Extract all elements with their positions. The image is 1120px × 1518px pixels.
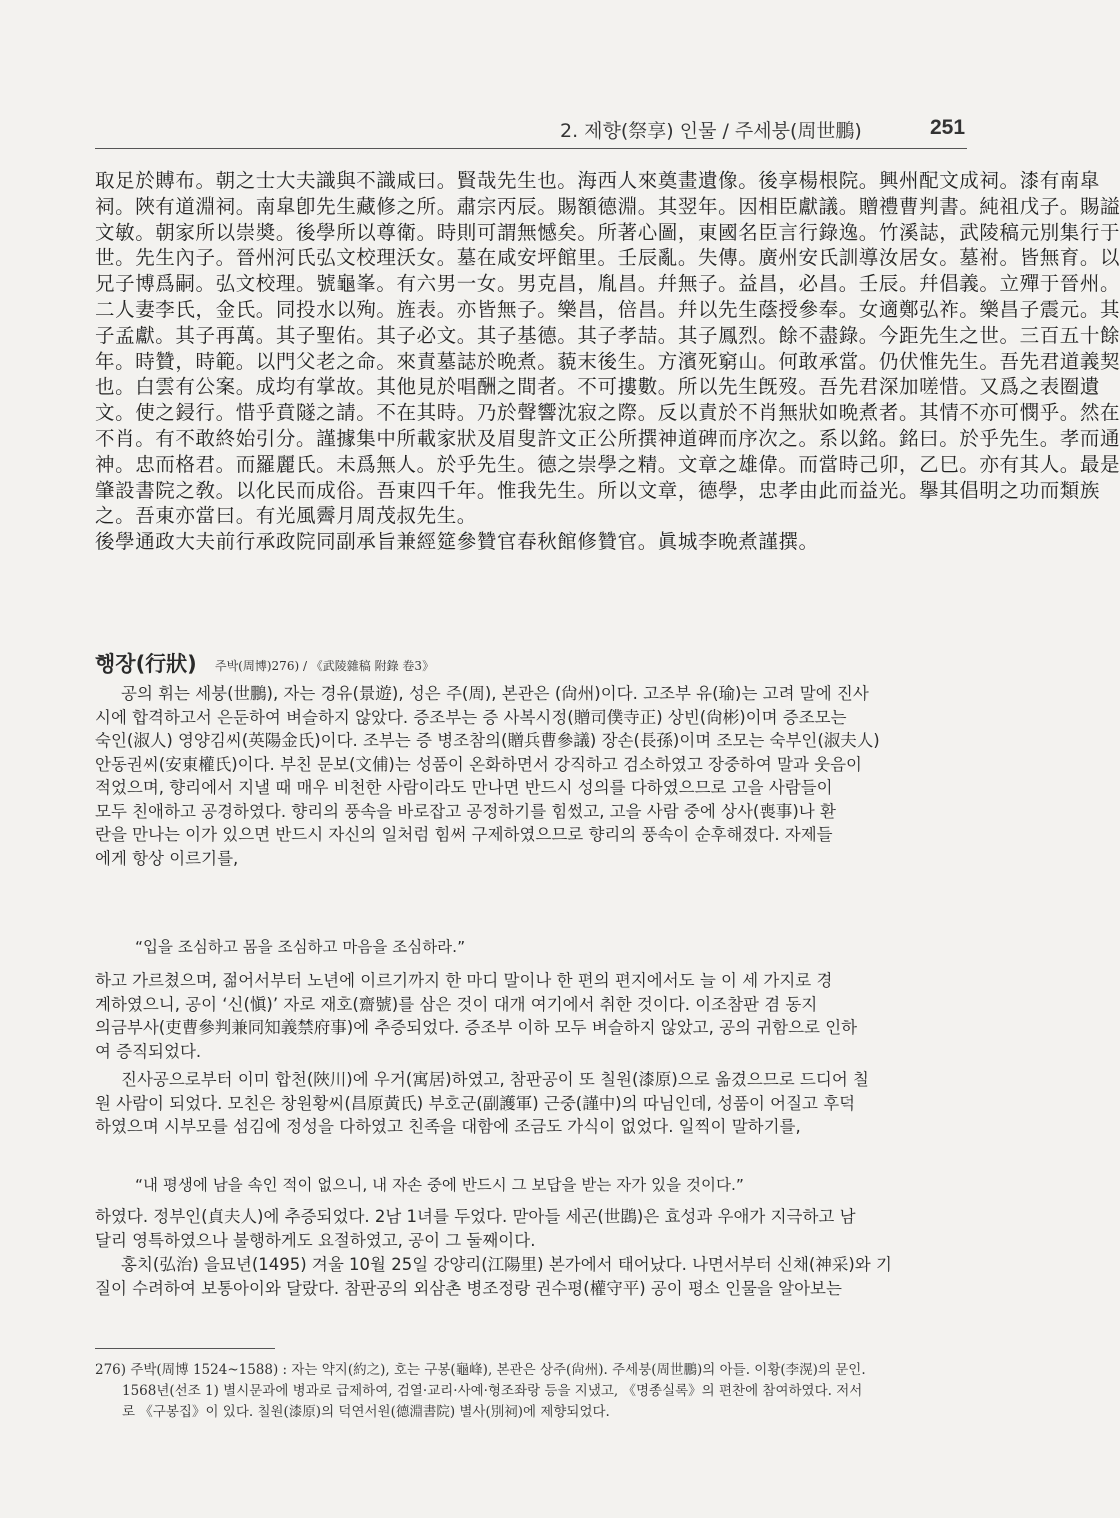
classical-line: 肇設書院之敎。以化民而成俗。吾東四千年。惟我先生。所以文章，德學，忠孝由此而益光。擧其倡明之功而類族 — [95, 478, 1101, 502]
footnote — [95, 1360, 965, 1423]
block-quote: “내 평생에 남을 속인 적이 없으니, 내 자손 중에 반드시 그 보답을 받는 자가 있을 것이다.” — [135, 1176, 744, 1194]
footnote-line: 로 《구봉집》이 있다. 칠원(漆原)의 덕연서원(德淵書院) 별사(別祠)에 제향되었다. — [122, 1404, 610, 1420]
classical-chinese-text — [95, 168, 1120, 555]
text-line: 하고 가르쳤으며, 젊어서부터 노년에 이르기까지 한 마디 말이나 한 편의 편지에서도 늘 이 세 가지로 경 — [95, 971, 833, 990]
text-line: 안동권씨(安東權氏)이다. 부친 문보(文俌)는 성품이 온화하면서 강직하고 검소하였고 장중하여 말과 웃음이 — [95, 754, 862, 774]
text-line: 모두 친애하고 공경하였다. 향리의 풍속을 바로잡고 공정하기를 힘썼고, 고을 사람 중에 상사(喪事)나 환 — [95, 801, 836, 821]
header-rule — [95, 148, 967, 149]
text-line: 계하였으니, 공이 ‘신(愼)’ 자로 재호(齋號)를 삼은 것이 대개 여기에서 취한 것이다. 이조참판 겸 동지 — [95, 994, 818, 1014]
text-line: 의금부사(吏曹參判兼同知義禁府事)에 추증되었다. 증조부 이하 모두 벼슬하지 않았고, 공의 귀함으로 인하 — [95, 1018, 858, 1037]
text-line: 적었으며, 향리에서 지낼 때 매우 비천한 사람이라도 만나면 반드시 성의를 다하였으므로 고을 사람들이 — [95, 778, 833, 797]
block-quote: “입을 조심하고 몸을 조심하고 마음을 조심하라.” — [135, 938, 466, 956]
paragraph — [95, 969, 963, 1063]
classical-line: 子孟獻。其子再萬。其子聖佑。其子必文。其子基德。其子孝喆。其子鳳烈。餘不盡錄。今距先生之世。三百五十餘 — [95, 323, 1120, 347]
text-line: 숙인(淑人) 영양김씨(英陽金氏)이다. 조부는 증 병조참의(贈兵曹參議) 장손(長孫)이며 조모는 숙부인(淑夫人) — [95, 731, 880, 750]
section-title: 행장(行狀) — [95, 652, 197, 676]
page-number: 251 — [930, 116, 966, 139]
text-line: 여 증직되었다. — [95, 1041, 202, 1061]
text-line: 홍치(弘治) 을묘년(1495) 겨울 10월 25일 강양리(江陽里) 본가에서 태어났다. 나면서부터 신채(神采)와 기 — [121, 1255, 892, 1274]
classical-line: 二人妻李氏，金氏。同投水以殉。旌表。亦皆無子。樂昌，倍昌。幷以先生蔭授參奉。女適鄭弘祚。樂昌子震元。其 — [95, 297, 1120, 321]
text-line: 시에 합격하고서 은둔하여 벼슬하지 않았다. 증조부는 증 사복시정(贈司僕寺正) 상빈(尙彬)이며 증조모는 — [95, 707, 847, 727]
text-line: 하였다. 정부인(貞夫人)에 추증되었다. 2남 1녀를 두었다. 맏아들 세곤(世鵾)은 효성과 우애가 지극하고 남 — [95, 1207, 856, 1226]
paragraph — [95, 1253, 963, 1300]
classical-line: 世。先生內子。晉州河氏弘文校理沃女。墓在咸安坪館里。壬辰亂。失傳。廣州安氏訓導汝居女。墓祔。皆無育。以 — [95, 246, 1120, 270]
text-line: 하였으며 시부모를 섬김에 정성을 다하였고 친족을 대함에 조금도 가식이 없었다. 일찍이 말하기를, — [95, 1117, 801, 1136]
classical-line: 神。忠而格君。而羅麗氏。未爲無人。於乎先生。德之崇學之精。文章之雄偉。而當時己卯，乙巳。亦有其人。最是 — [95, 452, 1120, 476]
classical-line: 文敏。朝家所以崇奬。後學所以尊衛。時則可謂無憾矣。所著心圖，東國名臣言行錄逸。竹溪誌，武陵稿元別集行于 — [95, 220, 1120, 244]
paragraph — [95, 682, 963, 870]
classical-line: 也。白雲有公案。成均有掌故。其他見於唱酬之間者。不可摟數。所以先生旣歿。吾先君深加嗟惜。又爲之表圈遺 — [95, 375, 1101, 399]
footnote-rule — [95, 1348, 275, 1349]
classical-line: 不肖。有不敢終始引分。謹據集中所載家狀及眉叟許文正公所撰神道碑而序次之。系以銘。銘曰。於乎先生。孝而通 — [95, 426, 1120, 450]
classical-line: 文。使之鋟行。惜乎賁隧之請。不在其時。乃於聲響沈寂之際。反以責於不肖無狀如晩煮者。其情不亦可憫乎。然在 — [95, 401, 1120, 425]
paragraph — [95, 1205, 963, 1252]
text-line: 란을 만나는 이가 있으면 반드시 자신의 일처럼 힘써 구제하였으므로 향리의 풍속이 순후해졌다. 자제들 — [95, 825, 833, 844]
text-line: 질이 수려하여 보통아이와 달랐다. 참판공의 외삼촌 병조정랑 권수평(權守平) 공이 평소 인물을 알아보는 — [95, 1278, 842, 1298]
signature-line: 後學通政大夫前行承政院同副承旨兼經筵參贊官春秋館修贊官。眞城李晩煮謹撰。 — [95, 530, 819, 554]
section-source: 주박(周博)276) / 《武陵雜稿 附錄 卷3》 — [215, 659, 435, 673]
text-line: 원 사람이 되었다. 모친은 창원황씨(昌原黃氏) 부호군(副護軍) 근중(謹中)의 따님인데, 성품이 어질고 후덕 — [95, 1093, 856, 1113]
paragraph — [95, 1068, 963, 1139]
running-header: 2. 제향(祭享) 인물 / 주세붕(周世鵬) — [560, 120, 862, 142]
classical-line: 年。時贊，時範。以門父老之命。來責墓誌於晩煮。藐末後生。方濱死窮山。何敢承當。仍伏惟先生。吾先君道義契 — [95, 349, 1120, 373]
classical-line: 兄子博爲嗣。弘文校理。號龜峯。有六男一女。男克昌，胤昌。幷無子。益昌，必昌。壬辰。幷倡義。立殫于晉州。 — [95, 272, 1120, 296]
text-line: 공의 휘는 세붕(世鵬), 자는 경유(景遊), 성은 주(周), 본관은 (尙州)이다. 고조부 유(瑜)는 고려 말에 진사 — [121, 684, 869, 703]
text-line: 에게 항상 이르기를, — [95, 848, 239, 868]
footnote-line: 276) 주박(周博 1524~1588) : 자는 약지(約之), 호는 구봉(龜峰), 본관은 상주(尙州). 주세붕(周世鵬)의 아들. 이황(李滉)의 문인. — [95, 1362, 866, 1378]
footnote-line: 1568년(선조 1) 별시문과에 병과로 급제하여, 검열·교리·사예·형조좌랑 등을 지냈고, 《명종실록》의 편찬에 참여하였다. 저서 — [122, 1383, 863, 1399]
classical-line: 取足於賻布。朝之士大夫識與不識咸曰。賢哉先生也。海西人來奠畫遺像。後享楊根院。興州配文成祠。漆有南皐 — [95, 169, 1101, 192]
classical-line: 之。吾東亦當曰。有光風霽月周茂叔先生。 — [95, 504, 477, 528]
classical-line: 祠。陜有道淵祠。南皐卽先生藏修之所。肅宗丙辰。賜額德淵。其翌年。因相臣獻議。贈禮曹判書。純祖戊子。賜謚 — [95, 194, 1120, 218]
text-line: 달리 영특하였으나 불행하게도 요절하였고, 공이 그 둘째이다. — [95, 1230, 536, 1250]
text-line: 진사공으로부터 이미 합천(陜川)에 우거(寓居)하였고, 참판공이 또 칠원(漆原)으로 옮겼으므로 드디어 칠 — [121, 1070, 869, 1089]
